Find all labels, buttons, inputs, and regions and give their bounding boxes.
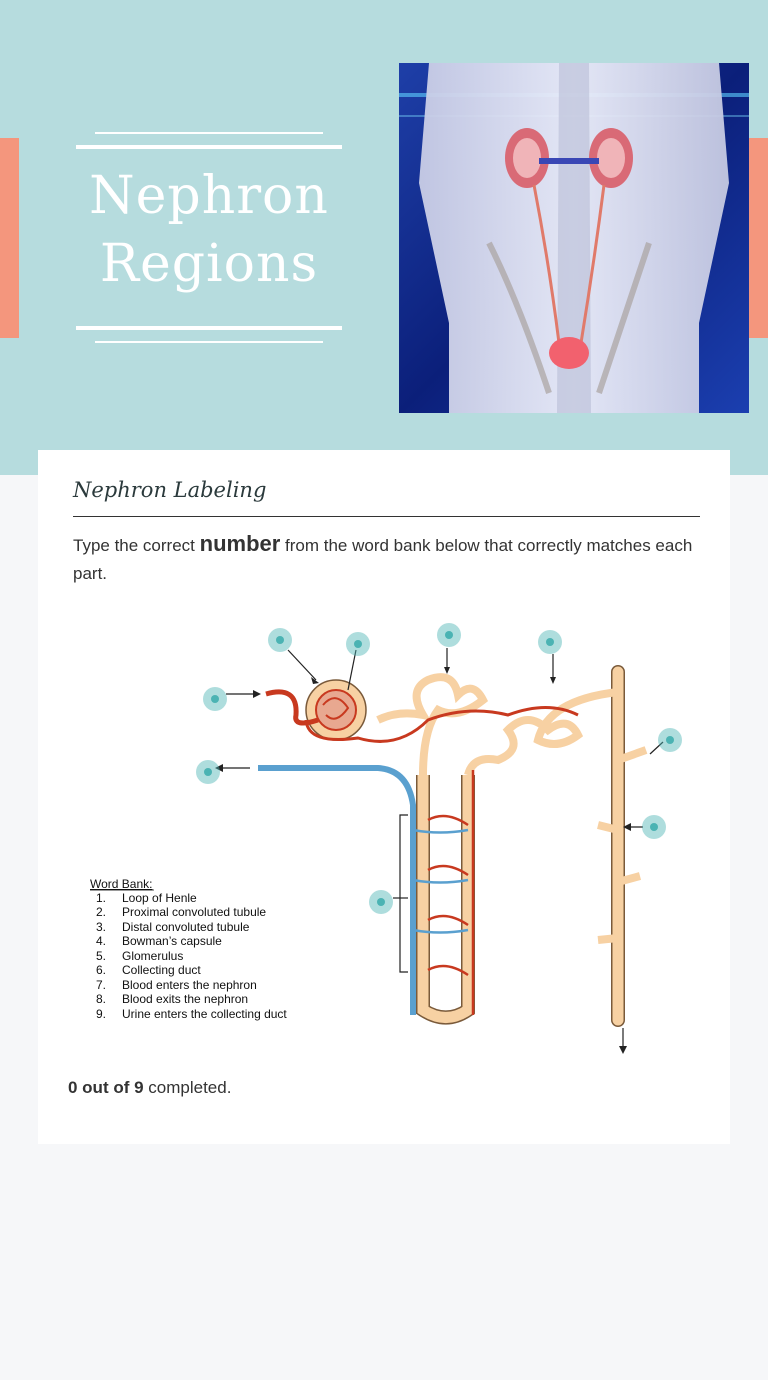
- word-bank-num-9: 9.: [96, 1007, 107, 1021]
- word-bank-item-2: Proximal convoluted tubule: [122, 905, 267, 919]
- page-title-line-1: Nephron: [89, 166, 329, 226]
- title-rule-bottom-thick: [76, 326, 342, 330]
- word-bank-num-4: 4.: [96, 934, 107, 948]
- hero-banner: [0, 0, 768, 475]
- completion-suffix: completed.: [143, 1078, 232, 1097]
- instructions-post: from the word bank below that correctly matches each part.: [73, 536, 693, 583]
- word-bank-item-4: Bowman’s capsule: [122, 934, 222, 948]
- instructions-pre: Type the correct: [73, 536, 200, 555]
- urinary-system-image: [399, 63, 749, 413]
- word-bank-item-3: Distal convoluted tubule: [122, 920, 250, 934]
- word-bank-num-6: 6.: [96, 963, 107, 977]
- word-bank-item-5: Glomerulus: [122, 949, 184, 963]
- word-bank-item-1: Loop of Henle: [122, 891, 197, 905]
- title-rule-bottom-thin: [95, 341, 323, 343]
- title-rule-top-thick: [76, 145, 342, 149]
- completion-status: [68, 1078, 231, 1098]
- instructions-text: [73, 530, 693, 588]
- card-title: Nephron Labeling: [73, 478, 267, 502]
- word-bank-item-6: Collecting duct: [122, 963, 201, 977]
- card-title-divider: [73, 516, 700, 517]
- word-bank-heading: Word Bank:: [90, 877, 153, 891]
- word-bank-item-7: Blood enters the nephron: [122, 978, 257, 992]
- word-bank-num-3: 3.: [96, 920, 107, 934]
- page-title: [76, 162, 342, 298]
- completion-count: 0 out of 9: [68, 1078, 144, 1097]
- word-bank: [90, 877, 287, 1021]
- instructions-bold: number: [199, 531, 281, 556]
- title-rule-top-thin: [95, 132, 323, 134]
- word-bank-num-2: 2.: [96, 905, 107, 919]
- nephron-diagram: [78, 620, 708, 1060]
- page-title-line-2: Regions: [99, 234, 319, 294]
- nephron-labeling-card: [38, 450, 730, 1144]
- left-accent-bar: [0, 138, 19, 338]
- right-accent-bar: [749, 138, 768, 338]
- word-bank-num-1: 1.: [96, 891, 107, 905]
- word-bank-num-7: 7.: [96, 978, 107, 992]
- word-bank-item-9: Urine enters the collecting duct: [122, 1007, 287, 1021]
- word-bank-item-8: Blood exits the nephron: [122, 992, 249, 1006]
- word-bank-num-8: 8.: [96, 992, 107, 1006]
- word-bank-num-5: 5.: [96, 949, 107, 963]
